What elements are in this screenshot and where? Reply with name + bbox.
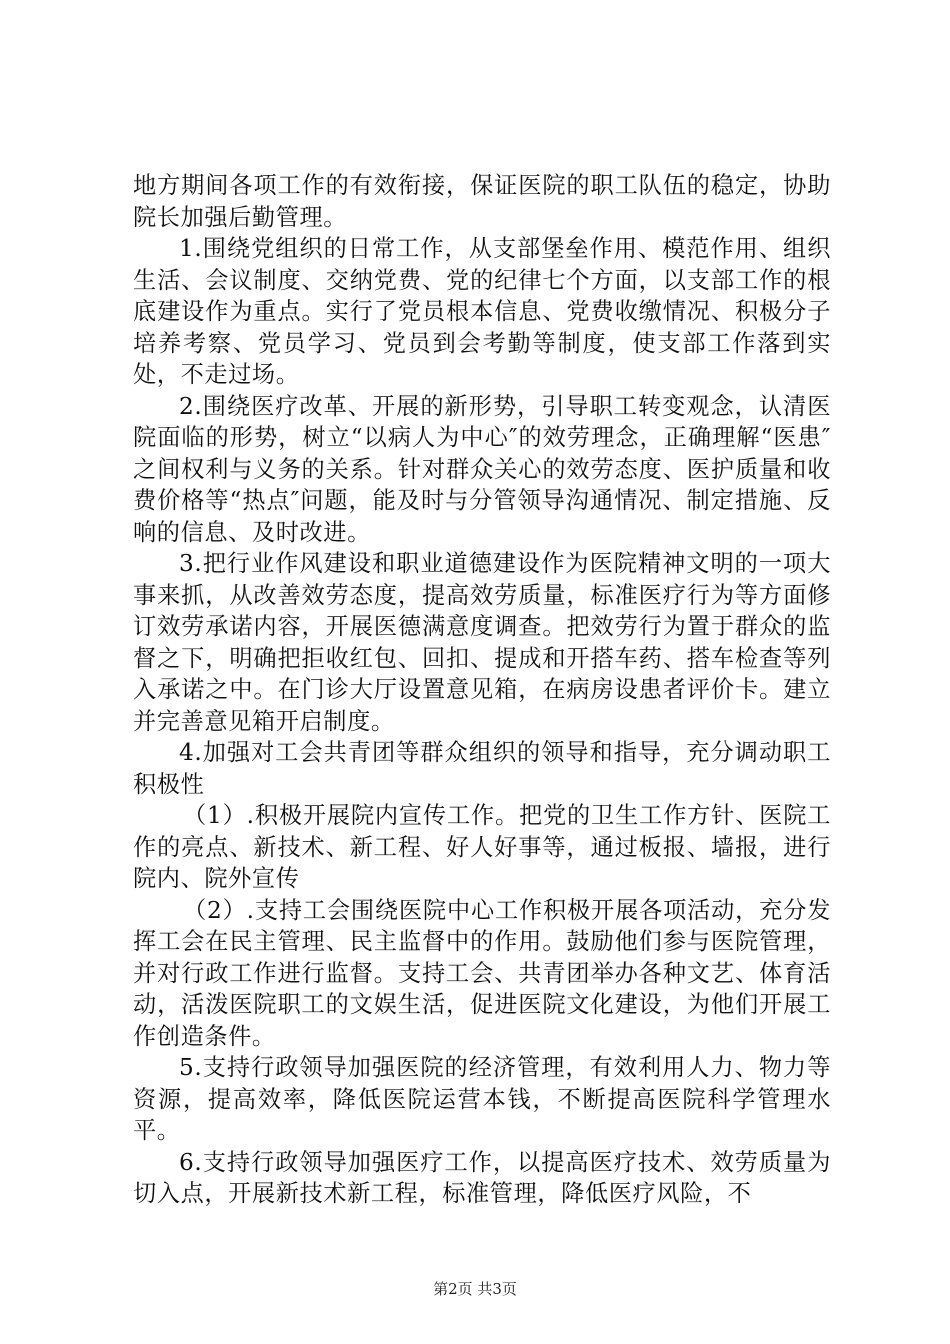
paragraph-item-4: 4.加强对工会共青团等群众组织的领导和指导，充分调动职工积极性 <box>133 739 831 798</box>
paragraph-item-5: 5.支持行政领导加强医院的经济管理，有效利用人力、物力等资源，提高效率，降低医院运营本钱，不断提高医院科学管理水平。 <box>133 1054 831 1144</box>
paragraph-subitem-1: （1）.积极开展院内宣传工作。把党的卫生工作方针、医院工作的亮点、新技术、新工程、好人好事等，通过板报、墙报，进行院内、院外宣传 <box>133 802 831 892</box>
document-body <box>133 170 831 1210</box>
paragraph-item-1: 1.围绕党组织的日常工作，从支部堡垒作用、模范作用、组织生活、会议制度、交纳党费、党的纪律七个方面，以支部工作的根底建设作为重点。实行了党员根本信息、党费收缴情况、积极分子培养考察、党员学习、党员到会考勤等制度，使支部工作落到实处，不走过场。 <box>133 235 831 388</box>
page-number-footer: 第2页 共3页 <box>433 1280 517 1298</box>
paragraph-item-6: 6.支持行政领导加强医疗工作，以提高医疗技术、效劳质量为切入点，开展新技术新工程，标准管理，降低医疗风险，不 <box>133 1148 831 1207</box>
paragraph-item-2: 2.围绕医疗改革、开展的新形势，引导职工转变观念，认清医院面临的形势，树立“以病人为中心″的效劳理念，正确理解“医患″之间权利与义务的关系。针对群众关心的效劳态度、医护质量和收费价格等“热点″问题，能及时与分管领导沟通情况、制定措施、反响的信息、及时改进。 <box>133 392 831 546</box>
paragraph-item-3: 3.把行业作风建设和职业道德建设作为医院精神文明的一项大事来抓，从改善效劳态度，提高效劳质量，标准医疗行为等方面修订效劳承诺内容，开展医德满意度调查。把效劳行为置于群众的监督之下，明确把拒收红包、回扣、提成和开搭车药、搭车检查等列入承诺之中。在门诊大厅设置意见箱，在病房设患者评价卡。建立并完善意见箱开启制度。 <box>133 550 831 735</box>
paragraph-continuation: 地方期间各项工作的有效衔接，保证医院的职工队伍的稳定，协助院长加强后勤管理。 <box>133 172 831 231</box>
paragraph-subitem-2: （2）.支持工会围绕医院中心工作积极开展各项活动，充分发挥工会在民主管理、民主监督中的作用。鼓励他们参与医院管理，并对行政工作进行监督。支持工会、共青团举办各种文艺、体育活动，活泼医院职工的文娱生活，促进医院文化建设，为他们开展工作创造条件。 <box>133 896 831 1050</box>
